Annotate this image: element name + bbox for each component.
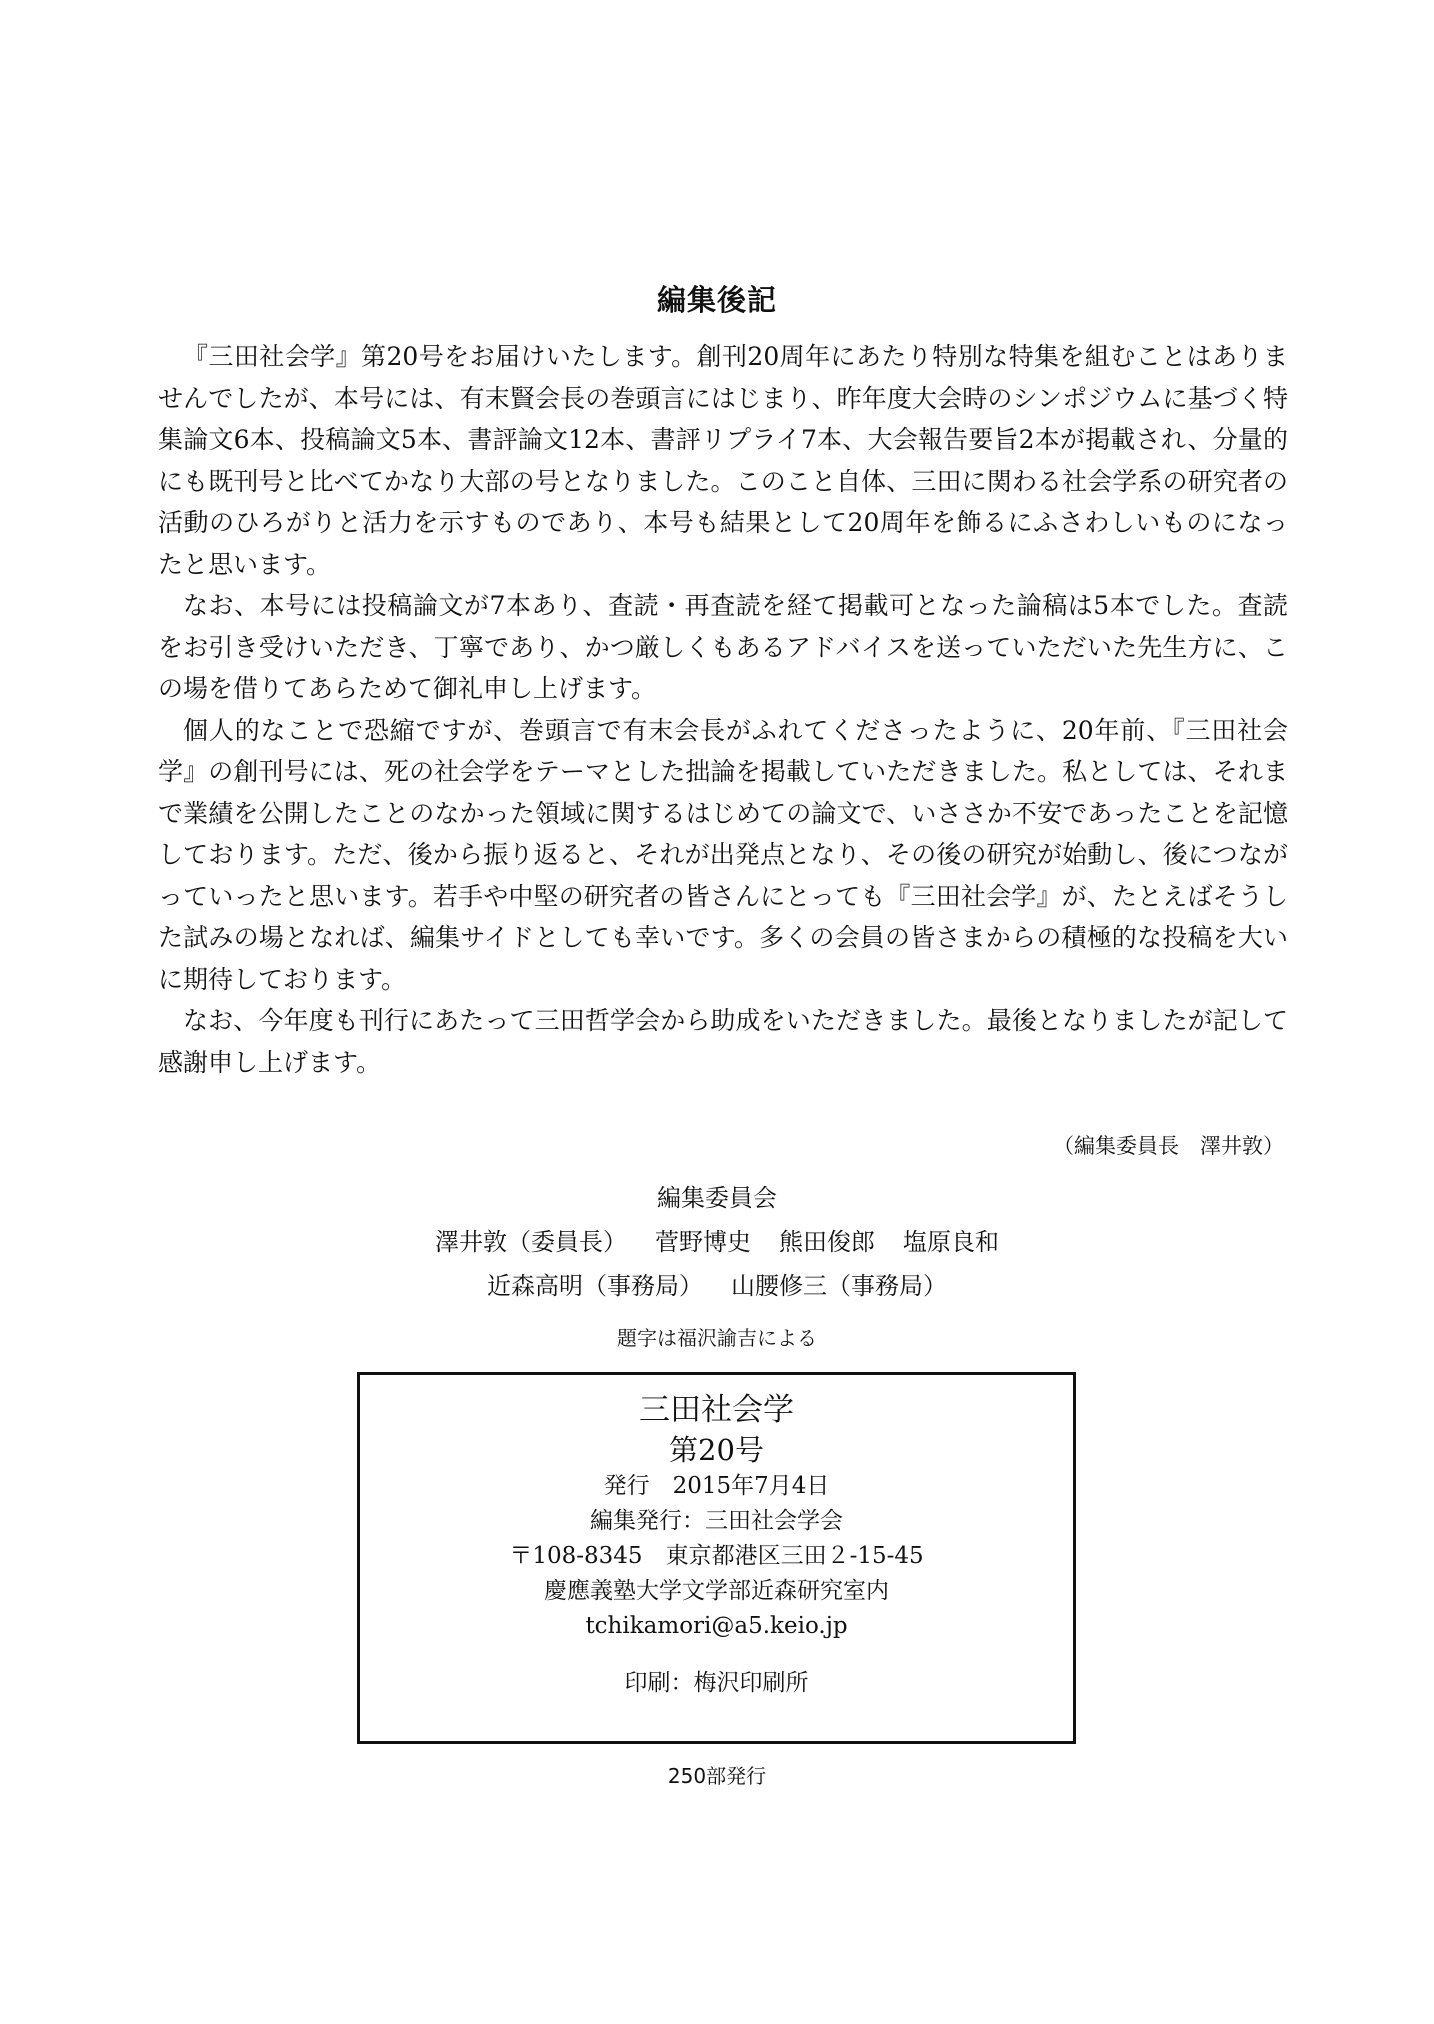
page-title: 編集後記 [656,283,777,317]
committee-member: 澤井敦（委員長） [435,1228,627,1256]
postal-address: 〒108-8345 東京都港区三田２-15-45 [509,1543,924,1569]
print-run: 250部発行 [667,1764,767,1788]
office-location: 慶應義塾大学文学部近森研究室内 [544,1578,889,1604]
committee-member: 熊田俊郎 [779,1228,875,1256]
paragraph: 『三田社会学』第20号をお届けいたします。創刊20周年にあたり特別な特集を組むことはありませんでしたが、本号には、有末賢会長の巻頭言にはじまり、昨年度大会時のシンポジウムに基づく特集論文6本、投稿論文5本、書評論文12本、書評リプライ7本、大会報告要旨2本が掲載され、分量的にも既刊号と比べてかなり大部の号となりました。このこと自体、三田に関わる社会学系の研究者の活動のひろがりと活力を示すものであり、本号も結果として20周年を飾るにふさわしいものになったと思います。 [158,342,1288,579]
calligraphy-note: 題字は福沢諭吉による [617,1326,817,1350]
committee-heading: 編集委員会 [657,1184,777,1212]
paragraph: なお、本号には投稿論文が7本あり、査読・再査読を経て掲載可となった論稿は5本でした。査読をお引き受けいただき、丁寧であり、かつ厳しくもあるアドバイスを送っていただいた先生方に、この場を借りてあらためて御礼申し上げます。 [158,591,1288,703]
committee-member: 近森高明（事務局） [487,1272,703,1300]
committee-members-row-1 [0,1220,1434,1264]
colophon-box [357,1372,1076,1744]
committee-member: 塩原良和 [903,1228,999,1256]
publisher: 編集発行：三田社会学会 [590,1508,843,1534]
editorial-committee [0,1176,1434,1308]
paragraph: 個人的なことで恐縮ですが、巻頭言で有末会長がふれてくださったように、20年前、『三田社会学』の創刊号には、死の社会学をテーマとした拙論を掲載していただきました。私としては、それまで業績を公開したことのなかった領域に関するはじめての論文で、いささか不安であったことを記憶しております。ただ、後から振り返ると、それが出発点となり、その後の研究が始動し、後につながっていったと思います。若手や中堅の研究者の皆さんにとっても『三田社会学』が、たとえばそうした試みの場となれば、編集サイドとしても幸いです。多くの会員の皆さまからの積極的な投稿を大いに期待しております。 [158,715,1288,994]
publication-date: 発行 2015年7月4日 [603,1473,830,1499]
contact-email: tchikamori@a5.keio.jp [585,1613,848,1639]
committee-members-row-2 [0,1264,1434,1308]
journal-title: 三田社会学 [639,1392,794,1428]
committee-member: 菅野博史 [655,1228,751,1256]
committee-member: 山腰修三（事務局） [731,1272,947,1300]
paragraph: なお、今年度も刊行にあたって三田哲学会から助成をいただきました。最後となりましたが記して感謝申し上げます。 [158,1006,1288,1077]
printer: 印刷：梅沢印刷所 [624,1670,809,1696]
editorial-body [158,336,1288,1083]
editor-signature: （編集委員長 澤井敦） [1053,1134,1284,1158]
issue-number: 第20号 [669,1433,764,1467]
